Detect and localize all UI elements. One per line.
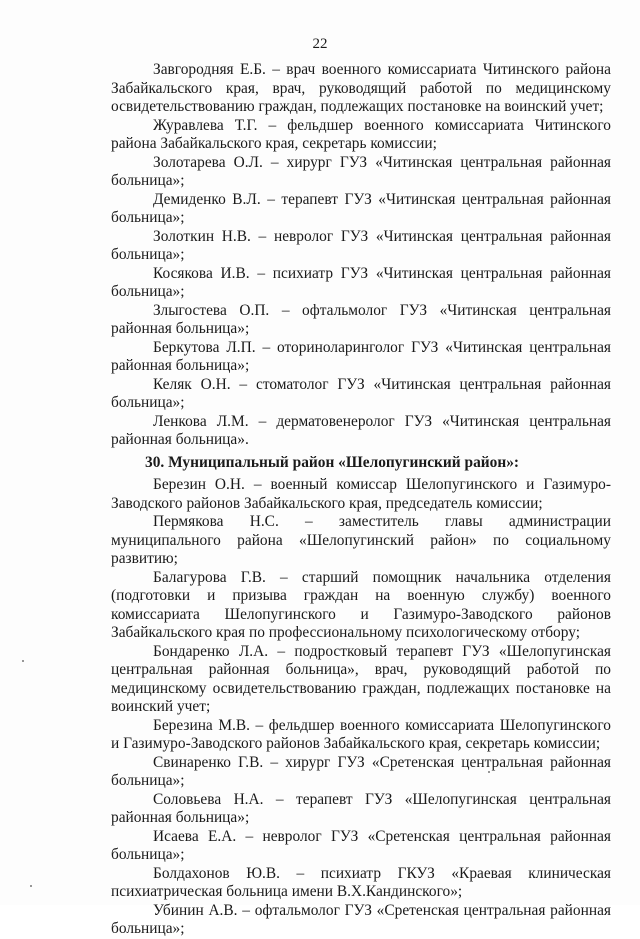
member-entry: Ленкова Л.М. – дерматовенеролог ГУЗ «Читинская центральная районная больница». (111, 412, 611, 448)
member-entry: Исаева Е.А. – невролог ГУЗ «Сретенская центральная районная больница»; (111, 827, 611, 863)
member-entry: Завгородняя Е.Б. – врач военного комиссариата Читинского района Забайкальского края, врач, руководящий работой по медицинскому освидетельствованию граждан, подлежащих постановке на воинский учет; (111, 61, 611, 115)
member-entry: Келяк О.Н. – стоматолог ГУЗ «Читинская центральная районная больница»; (111, 375, 611, 411)
member-entry: Косякова И.В. – психиатр ГУЗ «Читинская центральная районная больница»; (111, 264, 611, 300)
scan-speck (22, 660, 24, 662)
member-entry: Убинин А.В. – офтальмолог ГУЗ «Сретенская центральная районная больница»; (111, 901, 611, 937)
member-entry: Пермякова Н.С. – заместитель главы администрации муниципального района «Шелопугинский район» по социальному развитию; (111, 513, 611, 567)
member-entry: Злыгостева О.П. – офтальмолог ГУЗ «Читинская центральная районная больница»; (111, 301, 611, 337)
member-entry: Балагурова Г.В. – старший помощник начальника отделения (подготовки и призыва граждан на военную службу) военного комиссариата Шелопугинского и Газимуро-Заводского районов Забайкальского края по профессиональному психологическому отбору; (111, 568, 611, 641)
member-entry: Березин О.Н. – военный комиссар Шелопугинского и Газимуро-Заводского районов Забайкальского края, председатель комиссии; (111, 476, 611, 512)
scan-speck (488, 771, 490, 773)
member-entry: Бондаренко Л.А. – подростковый терапевт ГУЗ «Шелопугинская центральная районная больница», врач, руководящий работой по медицинскому освидетельствованию граждан, подлежащих постановке на воинский учет; (111, 642, 611, 715)
member-entry: Демиденко В.Л. – терапевт ГУЗ «Читинская центральная районная больница»; (111, 190, 611, 226)
member-list-shelopuginsky (111, 476, 611, 939)
member-entry: Журавлева Т.Г. – фельдшер военного комиссариата Читинского района Забайкальского края, секретарь комиссии; (111, 116, 611, 152)
page-number: 22 (312, 36, 328, 52)
member-list-chitinsky (111, 61, 611, 450)
member-entry: Березина М.В. – фельдшер военного комиссариата Шелопугинского и Газимуро-Заводского районов Забайкальского края, секретарь комиссии; (111, 716, 611, 752)
member-entry: Золоткин Н.В. – невролог ГУЗ «Читинская центральная районная больница»; (111, 227, 611, 263)
member-entry: Болдахонов Ю.В. – психиатр ГКУЗ «Краевая клиническая психиатрическая больница имени В.Х.Кандинского»; (111, 864, 611, 900)
member-entry: Беркутова Л.П. – оториноларинголог ГУЗ «Читинская центральная районная больница»; (111, 338, 611, 374)
section-heading: 30. Муниципальный район «Шелопугинский район»: (145, 453, 520, 471)
member-entry: Соловьева Н.А. – терапевт ГУЗ «Шелопугинская центральная районная больница»; (111, 790, 611, 826)
scan-speck (30, 885, 32, 887)
member-entry: Свинаренко Г.В. – хирург ГУЗ «Сретенская центральная районная больница»; (111, 753, 611, 789)
document-body (111, 61, 611, 939)
member-entry: Золотарева О.Л. – хирург ГУЗ «Читинская центральная районная больница»; (111, 153, 611, 189)
